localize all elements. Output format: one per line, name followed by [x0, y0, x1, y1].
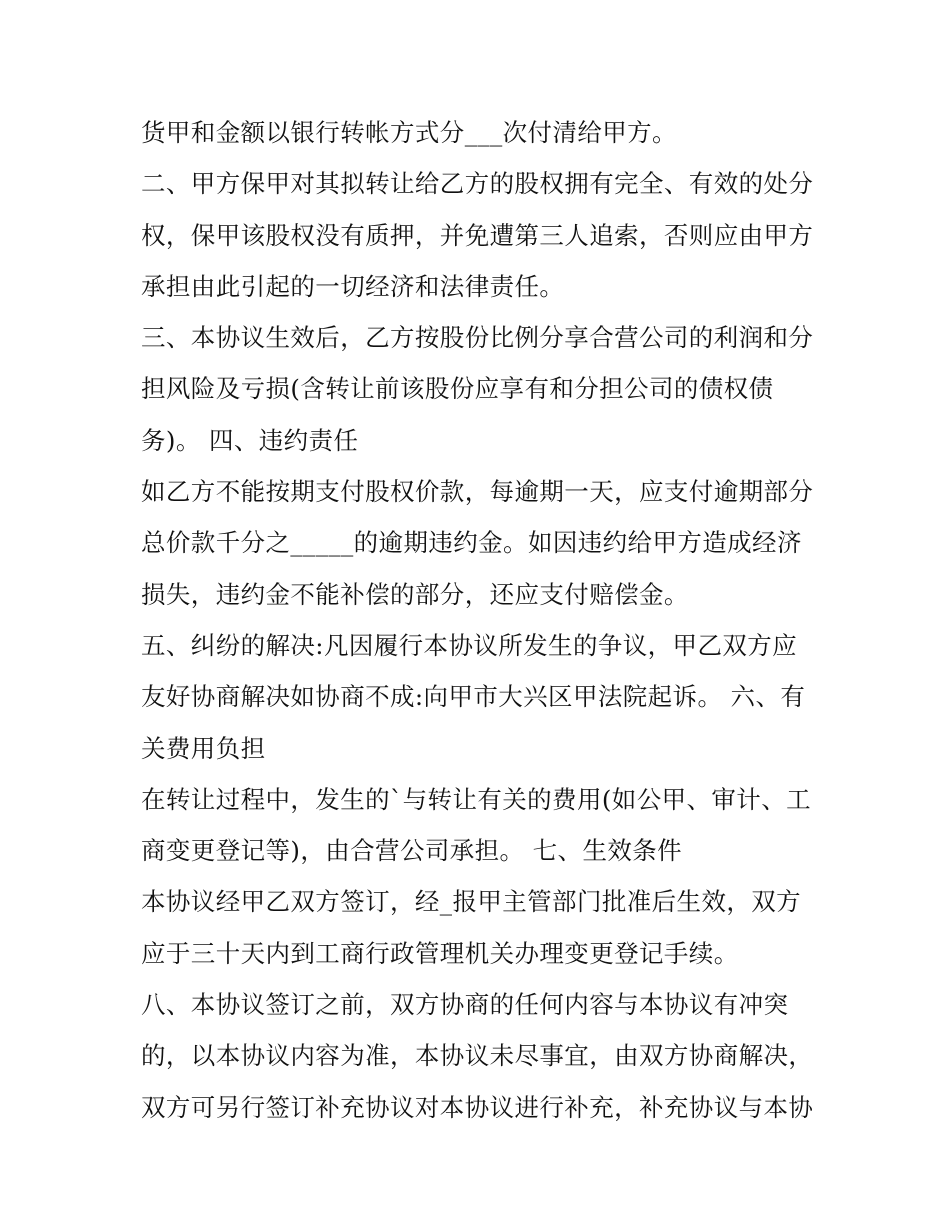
text-line: 五、纠纷的解决:凡因履行本协议所发生的争议，甲乙双方应 — [141, 630, 798, 660]
text-line: 商变更登记等)，由合营公司承担。 七、生效条件 — [141, 836, 683, 866]
text-line: 的，以本协议内容为准，本协议未尽事宜，由双方协商解决， — [141, 1041, 814, 1071]
text-line: 总价款千分之_____的逾期违约金。如因违约给甲方造成经济 — [141, 528, 802, 558]
text-line: 务)。 四、违约责任 — [141, 425, 359, 455]
text-line: 关费用负担 — [141, 733, 266, 763]
text-line: 本协议经甲乙双方签订，经_报甲主管部门批准后生效，双方 — [141, 887, 802, 917]
text-line: 如乙方不能按期支付股权价款，每逾期一天，应支付逾期部分 — [141, 477, 814, 507]
text-line: 三、本协议生效后，乙方按股份比例分享合营公司的利润和分 — [141, 323, 814, 353]
text-line: 担风险及亏损(含转让前该股份应享有和分担公司的债权债 — [141, 374, 774, 404]
text-line: 权，保甲该股权没有质押，并免遭第三人追索，否则应由甲方 — [141, 220, 814, 250]
text-line: 二、甲方保甲对其拟转让给乙方的股权拥有完全、有效的处分 — [141, 169, 814, 199]
text-line: 损失，违约金不能补偿的部分，还应支付赔偿金。 — [141, 579, 689, 609]
text-line: 友好协商解决如协商不成:向甲市大兴区甲法院起诉。 六、有 — [141, 682, 806, 712]
text-line: 承担由此引起的一切经济和法律责任。 — [141, 271, 565, 301]
text-line: 货甲和金额以银行转帐方式分___次付清给甲方。 — [141, 118, 677, 147]
text-line: 在转让过程中，发生的`与转让有关的费用(如公甲、审计、工 — [141, 784, 812, 814]
document-body — [141, 107, 831, 1133]
text-line: 八、本协议签订之前，双方协商的任何内容与本协议有冲突 — [141, 990, 789, 1020]
text-line: 双方可另行签订补充协议对本协议进行补充，补充协议与本协 — [141, 1092, 814, 1122]
text-line: 应于三十天内到工商行政管理机关办理变更登记手续。 — [141, 938, 739, 968]
